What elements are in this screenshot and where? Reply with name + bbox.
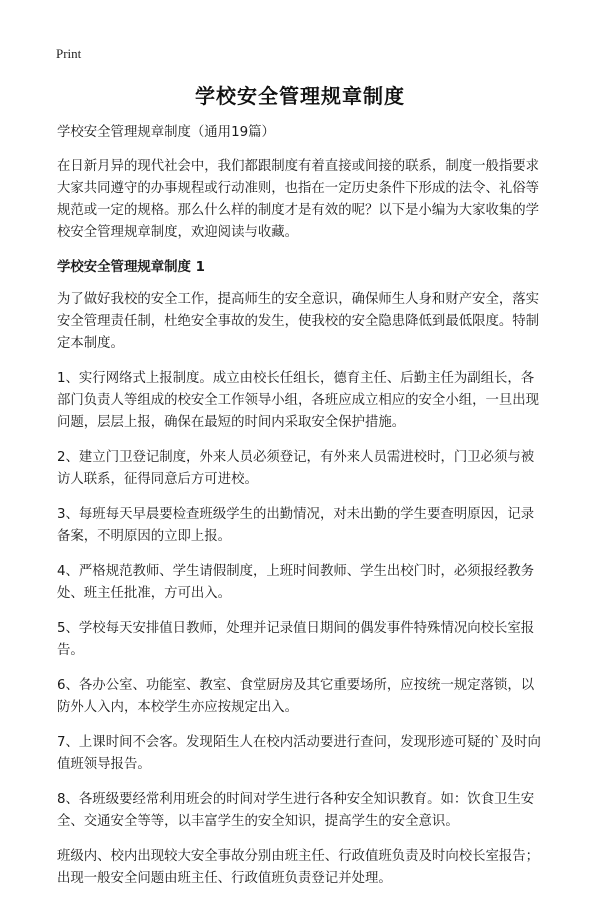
print-link[interactable]: Print [56,46,82,61]
document-title: 学校安全管理规章制度 [195,84,405,108]
paragraph: 6、各办公室、功能室、教室、食堂厨房及其它重要场所，应按统一规定落锁，以防外人入内，本校学生亦应按规定出入。 [57,678,535,715]
paragraph: 7、上课时间不会客。发现陌生人在校内活动要进行查问，发现形迹可疑的`及时向值班领导报告。 [57,735,541,772]
section-heading: 学校安全管理规章制度 1 [57,260,205,275]
document-body [57,122,545,903]
paragraph: 4、严格规范教师、学生请假制度，上班时间教师、学生出校门时，必须报经教务处、班主任批准，方可出入。 [57,564,535,601]
paragraph: 为了做好我校的安全工作，提高师生的安全意识，确保师生人身和财产安全，落实安全管理责任制，杜绝安全事故的发生，使我校的安全隐患降低到最低限度。特制定本制度。 [57,292,540,351]
paragraph: 8、各班级要经常利用班会的时间对学生进行各种安全知识教育。如：饮食卫生安全、交通安全等等，以丰富学生的安全知识，提高学生的安全意识。 [57,792,535,829]
paragraph: 班级内、校内出现较大安全事故分别由班主任、行政值班负责及时向校长室报告；出现一般安全问题由班主任、行政值班负责登记并处理。 [57,849,540,886]
paragraph: 1、实行网络式上报制度。成立由校长任组长，德育主任、后勤主任为副组长，各部门负责人等组成的校安全工作领导小组，各班应成立相应的安全小组，一旦出现问题，层层上报，确保在最短的时间内采取安全保护措施。 [57,371,540,430]
paragraph: 5、学校每天安排值日教师，处理并记录值日期间的偶发事件特殊情况向校长室报告。 [57,621,535,658]
paragraph: 2、建立门卫登记制度，外来人员必须登记，有外来人员需进校时，门卫必须与被访人联系，征得同意后方可进校。 [57,450,535,487]
paragraph: 3、每班每天早晨要检查班级学生的出勤情况，对未出勤的学生要查明原因，记录备案，不明原因的立即上报。 [57,507,535,544]
document-subtitle: 学校安全管理规章制度（通用19篇） [57,125,275,140]
intro-paragraph: 在日新月异的现代社会中，我们都跟制度有着直接或间接的联系，制度一般指要求大家共同遵守的办事规程或行动准则，也指在一定历史条件下形成的法令、礼俗等规范或一定的规格。那么什么样的制度才是有效的呢？以下是小编为大家收集的学校安全管理规章制度，欢迎阅读与收藏。 [57,159,540,240]
